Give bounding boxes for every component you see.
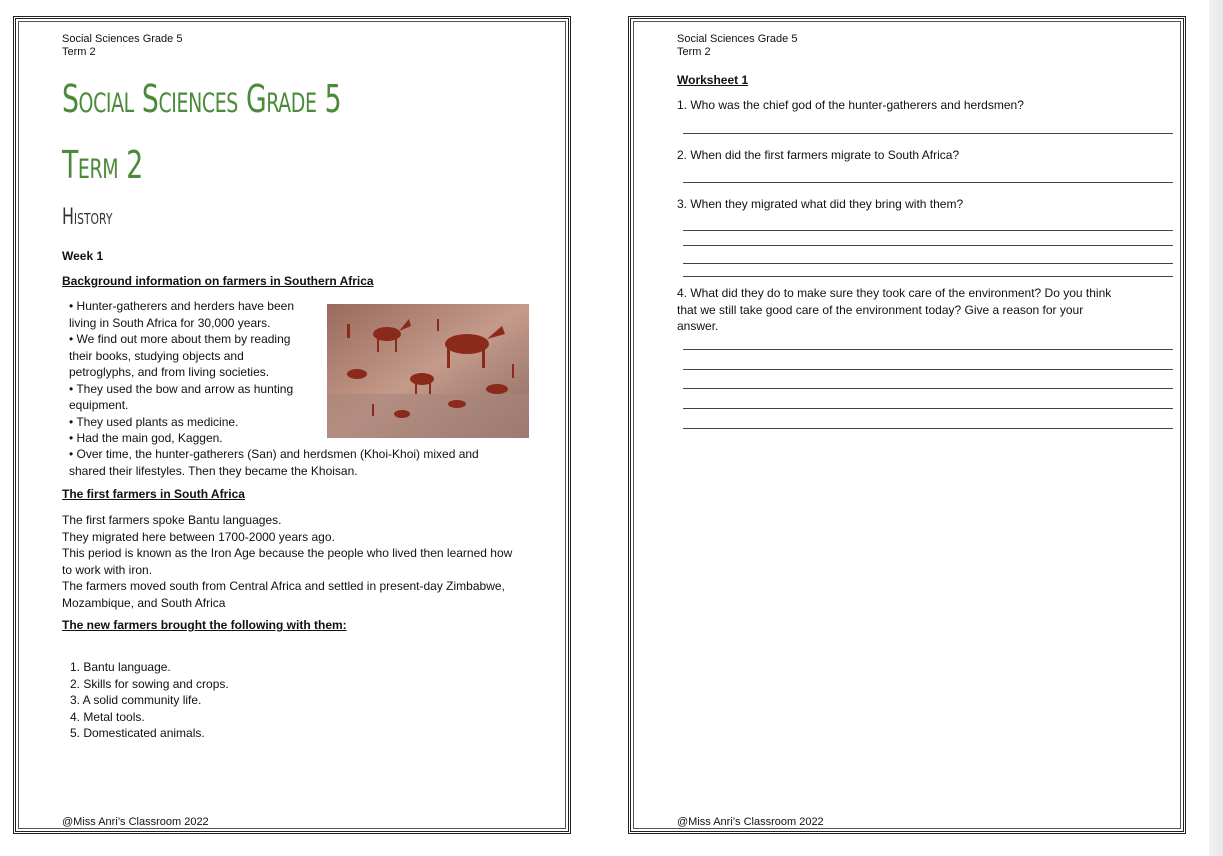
section-title-history: History: [62, 205, 113, 230]
paragraph-line: Mozambique, and South Africa: [62, 595, 226, 610]
paragraph-line: The farmers moved south from Central Africa and settled in present-day Zimbabwe,: [62, 579, 505, 593]
brought-items-list: [70, 659, 229, 742]
paragraph-line: to work with iron.: [62, 562, 153, 577]
page-header: [62, 33, 182, 59]
answer-line: [683, 263, 1173, 264]
brought-heading: The new farmers brought the following with them:: [62, 618, 347, 632]
bullet-line: equipment.: [69, 398, 129, 412]
bullet-list: [69, 298, 319, 447]
question-1: 1. Who was the chief god of the hunter-gatherers and herdsmen?: [677, 98, 1024, 112]
list-item: 3. A solid community life.: [70, 693, 202, 707]
paragraph-line: This period is known as the Iron Age because the people who lived then learned how: [62, 546, 513, 560]
bullet-line: • We find out more about them by reading: [69, 332, 291, 346]
answer-line: [683, 133, 1173, 134]
answer-line: [683, 245, 1173, 246]
document-page-left: [13, 16, 571, 834]
list-item: 1. Bantu language.: [70, 660, 171, 674]
bullet-line: • Hunter-gatherers and herders have been: [69, 299, 295, 313]
bullet-line: • Over time, the hunter-gatherers (San) and herdsmen (Khoi-Khoi) mixed and: [69, 447, 479, 461]
page-title: Social Sciences Grade 5: [62, 77, 342, 121]
header-term: Term 2: [677, 46, 711, 58]
question-line: answer.: [677, 319, 719, 333]
answer-line: [683, 369, 1173, 370]
page-footer: @Miss Anri’s Classroom 2022: [62, 816, 209, 828]
week-label: Week 1: [62, 249, 104, 263]
document-page-right: [628, 16, 1186, 834]
bullet-line: • Had the main god, Kaggen.: [69, 431, 223, 445]
question-line: that we still take good care of the environment today? Give a reason for your: [677, 302, 1084, 317]
first-farmers-paragraph: [62, 512, 542, 611]
term-title: Term 2: [62, 143, 143, 187]
answer-line: [683, 182, 1173, 183]
header-term: Term 2: [62, 46, 96, 58]
list-item: 4. Metal tools.: [70, 709, 145, 724]
bullet-line: petroglyphs, and from living societies.: [69, 365, 270, 379]
bullet-line: their books, studying objects and: [69, 348, 244, 363]
answer-line: [683, 349, 1173, 350]
list-item: 5. Domesticated animals.: [70, 726, 205, 740]
paragraph-line: They migrated here between 1700-2000 years ago.: [62, 529, 335, 544]
question-line: 4. What did they do to make sure they took care of the environment? Do you think: [677, 286, 1112, 300]
list-item: 2. Skills for sowing and crops.: [70, 676, 229, 691]
worksheet-title: Worksheet 1: [677, 73, 749, 87]
first-farmers-heading: The first farmers in South Africa: [62, 487, 245, 501]
answer-line: [683, 428, 1173, 429]
bullet-line: living in South Africa for 30,000 years.: [69, 315, 271, 330]
page-header: [677, 33, 797, 59]
viewer-scroll-edge: [1209, 0, 1223, 856]
bullet-line: shared their lifestyles. Then they became the Khoisan.: [69, 463, 358, 478]
header-subject: Social Sciences Grade 5: [62, 33, 183, 45]
page-footer: @Miss Anri’s Classroom 2022: [677, 816, 824, 828]
question-4: [677, 285, 1137, 335]
answer-line: [683, 388, 1173, 389]
question-3: 3. When they migrated what did they bring with them?: [677, 197, 964, 211]
answer-line: [683, 408, 1173, 409]
rock-art-image: [327, 304, 529, 438]
question-2: 2. When did the first farmers migrate to South Africa?: [677, 148, 960, 162]
bullet-list-continued: [69, 446, 509, 479]
paragraph-line: The first farmers spoke Bantu languages.: [62, 513, 282, 527]
bullet-line: • They used plants as medicine.: [69, 414, 239, 429]
answer-line: [683, 276, 1173, 277]
answer-line: [683, 230, 1173, 231]
bullet-line: • They used the bow and arrow as hunting: [69, 381, 294, 396]
background-heading: Background information on farmers in Southern Africa: [62, 274, 374, 288]
header-subject: Social Sciences Grade 5: [677, 33, 798, 45]
